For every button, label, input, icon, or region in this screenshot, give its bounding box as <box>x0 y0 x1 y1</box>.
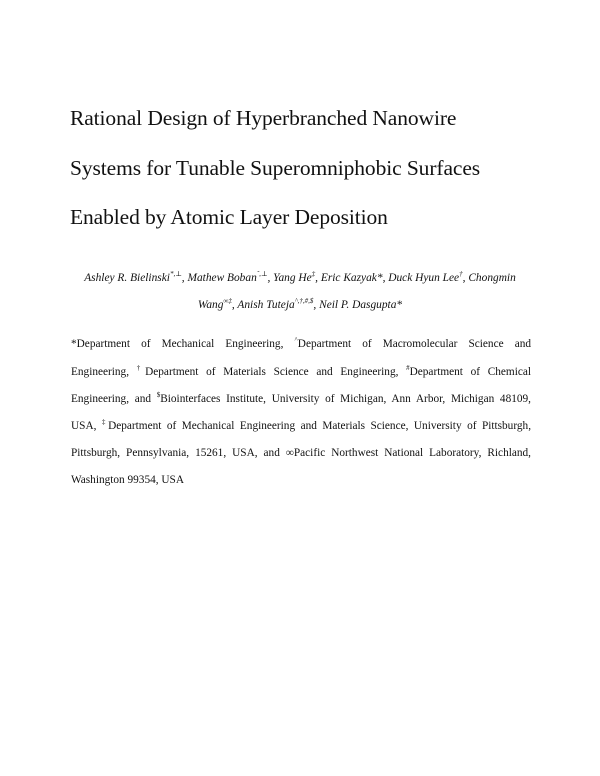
affiliation-text: Department of Materials Science and Engineering, <box>145 366 407 378</box>
author-affiliation-mark: *,⊥ <box>169 270 182 278</box>
author-name: Mathew Boban <box>187 272 257 284</box>
affiliation-line-5 <box>71 447 531 459</box>
paper-title-line-3: Enabled by Atomic Layer Deposition <box>70 205 388 229</box>
author-name: Neil P. Dasgupta* <box>319 299 403 311</box>
affiliation-text: Department of Macromolecular Science and <box>297 338 531 350</box>
author-separator: , <box>267 272 274 284</box>
affiliation-text: Department of Mechanical Engineering and Materials Science, University of Pittsburgh, <box>108 420 532 432</box>
affiliation-text: Engineering, <box>71 366 137 378</box>
author-affiliation-mark: ˆ,⊥ <box>256 270 268 278</box>
affiliation-text: *Department of Mechanical Engineering, <box>71 338 295 350</box>
affiliation-symbol: † <box>136 364 146 372</box>
author-name: Anish Tuteja <box>237 299 295 311</box>
affiliation-symbol: ^ <box>294 336 298 344</box>
affiliation-line-3 <box>71 393 531 405</box>
author-affiliation-mark: † <box>459 270 463 278</box>
affiliation-text: Washington 99354, USA <box>71 474 185 486</box>
affiliation-text: Pittsburgh, Pennsylvania, 15261, USA, and ∞Pacific Northwest National Laboratory, Richland, <box>71 447 531 459</box>
author-affiliation-mark: ∞‡ <box>223 297 232 305</box>
affiliation-text: Department of Chemical <box>409 366 532 378</box>
author-name: Eric Kazyak* <box>320 272 383 284</box>
affiliation-line-4 <box>71 420 531 432</box>
affiliation-line-1 <box>71 338 531 350</box>
author-name: Chongmin <box>468 272 516 284</box>
affiliation-line-2 <box>71 366 531 378</box>
author-list-line-1 <box>64 272 536 284</box>
paper-title-line-1: Rational Design of Hyperbranched Nanowire <box>70 106 457 130</box>
author-separator: , <box>382 272 389 284</box>
author-list-line-2 <box>64 299 536 311</box>
affiliation-text: USA, <box>71 420 102 432</box>
author-separator: , <box>313 299 320 311</box>
author-name: Duck Hyun Lee <box>388 272 460 284</box>
author-separator: , <box>231 299 238 311</box>
affiliation-symbol: # <box>406 364 410 372</box>
author-name: Wang <box>197 299 224 311</box>
affiliation-line-6 <box>71 474 531 486</box>
author-separator: , <box>181 272 188 284</box>
author-separator: , <box>462 272 469 284</box>
author-affiliation-mark: ^,†,#,$ <box>294 297 314 305</box>
author-separator: , <box>315 272 321 284</box>
paper-title-line-2: Systems for Tunable Superomniphobic Surfaces <box>70 156 481 180</box>
author-name: Ashley R. Bielinski <box>84 272 170 284</box>
affiliation-text: Biointerfaces Institute, University of Michigan, Ann Arbor, Michigan 48109, <box>160 393 531 405</box>
affiliation-symbol: ‡ <box>101 418 109 426</box>
author-name: Yang He <box>273 272 312 284</box>
affiliation-symbol: $ <box>156 391 161 399</box>
affiliation-text: Engineering, and <box>71 393 157 405</box>
author-affiliation-mark: ‡ <box>311 270 316 278</box>
